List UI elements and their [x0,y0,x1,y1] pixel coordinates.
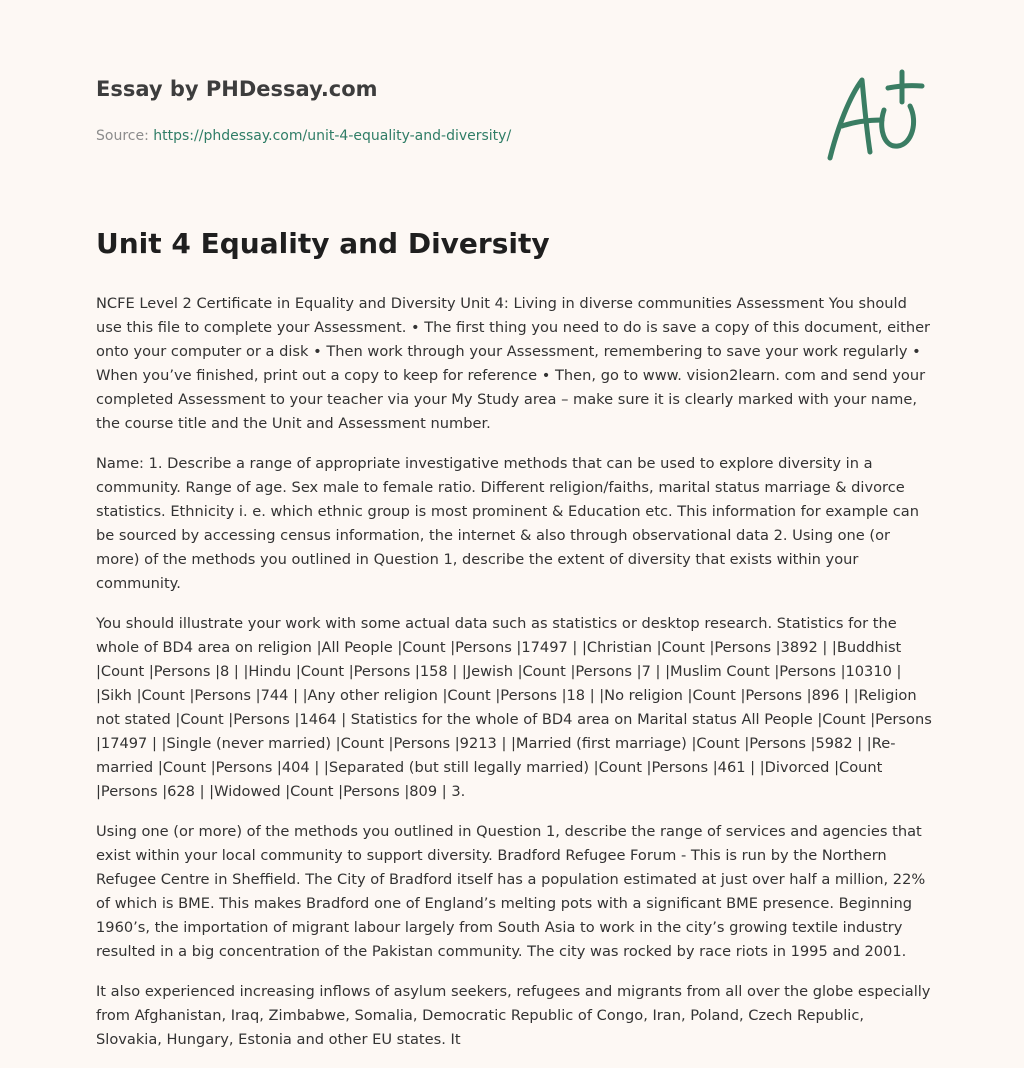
article-paragraph: You should illustrate your work with some actual data such as statistics or desktop research. Statistics for the whole of BD4 area on religion |All People |Count |Persons |17497 | |Christian |Count |Persons |3892 | |Buddhist |Count |Persons |8 | |Hindu |Count |Persons |158 | |Jewish |Count |Persons |7 | |Muslim Count |Persons |10310 | |Sikh |Count |Persons |744 | |Any other religion |Count |Persons |18 | |No religion |Count |Persons |896 | |Religion not stated |Count |Persons |1464 | Statistics for the whole of BD4 area on Marital status All People |Count |Persons |17497 | |Single (never married) |Count |Persons |9213 | |Married (first marriage) |Count |Persons |5982 | |Re-married |Count |Persons |404 | |Separated (but still legally married) |Count |Persons |461 | |Divorced |Count |Persons |628 | |Widowed |Count |Persons |809 | 3. [96,615,932,800]
article-paragraph: Using one (or more) of the methods you outlined in Question 1, describe the range of services and agencies that exist within your local community to support diversity. Bradford Refugee Forum - This is run by the Northern Refugee Centre in Sheffield. The City of Bradford itself has a population estimated at just over half a million, 22% of which is BME. This makes Bradford one of England’s melting pots with a significant BME presence. Beginning 1960’s, the importation of migrant labour largely from South Asia to work in the city’s growing textile industry resulted in a big concentration of the Pakistan community. The city was rocked by race riots in 1995 and 2001. [96,823,926,960]
source-label: Source: [96,128,149,144]
source-line [96,126,796,146]
source-link[interactable]: https://phdessay.com/unit-4-equality-and-diversity/ [153,128,512,144]
article-paragraph: It also experienced increasing inflows of asylum seekers, refugees and migrants from all over the globe especially from Afghanistan, Iraq, Zimbabwe, Somalia, Democratic Republic of Congo, Iran, Poland, Czech Republic, Slovakia, Hungary, Estonia and other EU states. It [96,983,931,1048]
article-title: Unit 4 Equality and Diversity [96,227,550,260]
brand-title: Essay by PHDessay.com [96,77,378,101]
article-paragraph: NCFE Level 2 Certificate in Equality and Diversity Unit 4: Living in diverse communities Assessment You should use this file to complete your Assessment. • The first thing you need to do is save a copy of this document, either onto your computer or a disk • Then work through your Assessment, remembering to save your work regularly • When you’ve finished, print out a copy to keep for reference • Then, go to www. vision2learn. com and send your completed Assessment to your teacher via your My Study area – make sure it is clearly marked with your name, the course title and the Unit and Assessment number. [96,295,931,432]
article-paragraph: Name: 1. Describe a range of appropriate investigative methods that can be used to explore diversity in a community. Range of age. Sex male to female ratio. Different religion/faiths, marital status marriage & divorce statistics. Ethnicity i. e. which ethnic group is most prominent & Education etc. This information for example can be sourced by accessing census information, the internet & also through observational data 2. Using one (or more) of the methods you outlined in Question 1, describe the extent of diversity that exists within your community. [96,455,919,592]
a-plus-logo-icon [818,66,930,166]
article [96,224,934,1068]
page-header [96,74,796,146]
